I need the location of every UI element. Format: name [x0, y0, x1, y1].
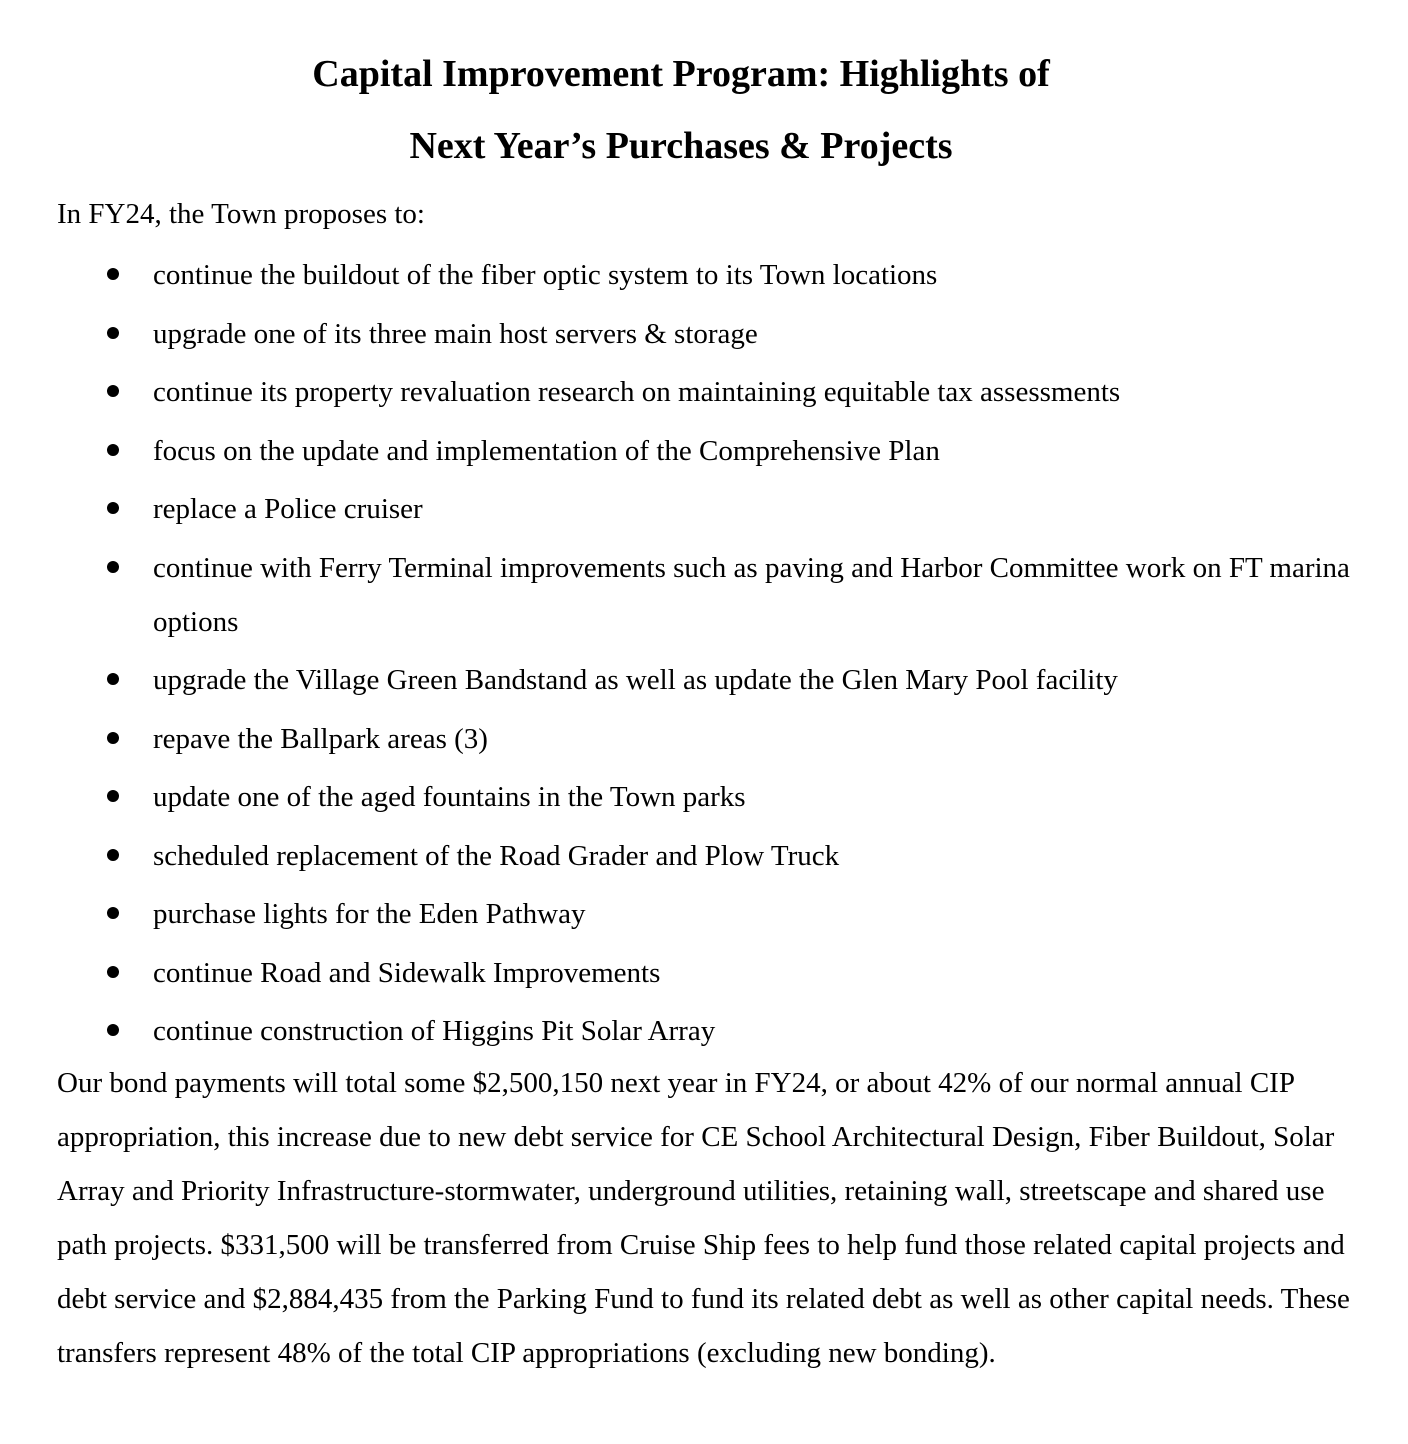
document-title-line-1: Capital Improvement Program: Highlights of: [312, 53, 1050, 95]
bullet-icon: [107, 1024, 119, 1036]
list-item-text: continue the buildout of the fiber optic system to its Town locations: [153, 259, 938, 291]
list-item: [57, 541, 1357, 649]
list-item: [57, 712, 1357, 766]
bullet-icon: [107, 849, 119, 861]
bond-payments-paragraph: Our bond payments will total some $2,500,150 next year in FY24, or about 42% of our normal annual CIP appropriation, this increase due to new debt service for CE School Architectural Design, Fiber Buildout, Solar Array and Priority Infrastructure-stormwater, underground utilities, retaining wall, streetscape and shared use path projects. $331,500 will be transferred from Cruise Ship fees to help fund those related capital projects and debt service and $2,884,435 from the Parking Fund to fund its related debt as well as other capital needs. These transfers represent 48% of the total CIP appropriations (excluding new bonding).: [57, 1067, 1350, 1369]
bullet-icon: [107, 673, 119, 685]
proposals-list: [57, 248, 1357, 1063]
list-item: [57, 946, 1357, 1000]
list-item-text: continue with Ferry Terminal improvements such as paving and Harbor Committee work on FT marina options: [153, 551, 1350, 638]
list-item-text: scheduled replacement of the Road Grader and Plow Truck: [153, 839, 840, 872]
bullet-icon: [107, 732, 119, 744]
bullet-icon: [107, 966, 119, 978]
list-item-text: focus on the update and implementation of the Comprehensive Plan: [153, 434, 940, 467]
bullet-icon: [107, 327, 119, 339]
list-item-text: purchase lights for the Eden Pathway: [153, 898, 586, 930]
list-item-text: replace a Police cruiser: [153, 493, 423, 525]
bullet-icon: [107, 268, 119, 280]
bullet-icon: [107, 444, 119, 456]
document-title-line-2: Next Year’s Purchases & Projects: [409, 125, 953, 167]
list-item: [57, 248, 1357, 302]
list-item-text: upgrade the Village Green Bandstand as well as update the Glen Mary Pool facility: [153, 664, 1118, 696]
list-item: [57, 307, 1357, 361]
list-item-text: upgrade one of its three main host servers & storage: [153, 317, 758, 350]
list-item: [57, 770, 1357, 824]
list-item-text: continue its property revaluation research on maintaining equitable tax assessments: [153, 376, 1121, 408]
list-item-text: continue construction of Higgins Pit Solar Array: [153, 1015, 716, 1047]
bullet-icon: [107, 502, 119, 514]
bullet-icon: [107, 561, 119, 573]
list-item: [57, 829, 1357, 883]
bullet-icon: [107, 907, 119, 919]
list-item: [57, 424, 1357, 478]
list-item-text: continue Road and Sidewalk Improvements: [153, 956, 661, 989]
list-item: [57, 365, 1357, 419]
list-item: [57, 653, 1357, 707]
intro-text: In FY24, the Town proposes to:: [57, 198, 425, 230]
list-item: [57, 1004, 1357, 1058]
list-item-text: repave the Ballpark areas (3): [153, 722, 488, 755]
bullet-icon: [107, 790, 119, 802]
list-item-text: update one of the aged fountains in the Town parks: [153, 781, 746, 813]
list-item: [57, 482, 1357, 536]
bullet-icon: [107, 385, 119, 397]
list-item: [57, 887, 1357, 941]
